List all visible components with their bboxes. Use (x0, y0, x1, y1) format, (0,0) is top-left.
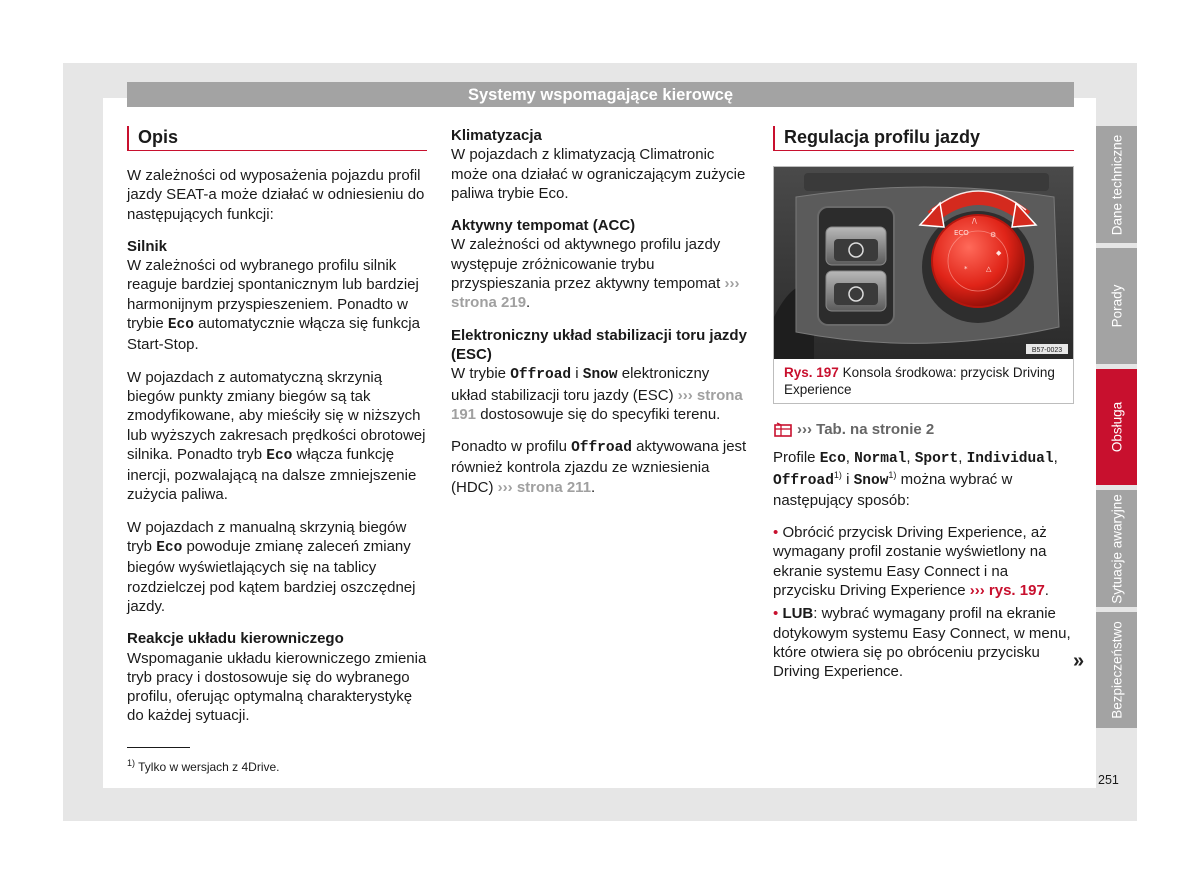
profiles-paragraph: Profile Eco, Normal, Sport, Individual, Offroad$^{1)}$ i Snow$^{1)}$ można wybrać w następujący sposób: (773, 449, 1058, 509)
figure-caption: Rys. 197 Konsola środkowa: przycisk Driving Experience (784, 365, 1055, 397)
climate-heading: Klimatyzacja (451, 127, 542, 144)
offroad-mode-label: Offroad (510, 367, 572, 384)
climate-paragraph: W pojazdach z klimatyzacją Climatronic może ona działać w ograniczającym zużycie paliwa trybie Eco. (451, 146, 746, 202)
acc-paragraph: W zależności od aktywnego profilu jazdy występuje zróżnicowanie trybu przyspieszania przez aktywny tempomat ››› strona 219. (451, 236, 740, 312)
column-3 (773, 126, 1074, 695)
intro-paragraph: W zależności od wyposażenia pojazdu profil jazdy SEAT-a może działać w odniesieniu do następujących funkcji: (127, 167, 425, 223)
snow-mode-label: Snow (582, 367, 618, 384)
bullet-or: • LUB: wybrać wymagany profil na ekranie dotykowym systemu Easy Connect, w menu, które otwiera się po obróceniu przycisku Driving Experience. (773, 605, 1071, 681)
column-2 (451, 126, 749, 510)
offroad-mode-label: Offroad (571, 440, 632, 457)
esc-page-link[interactable]: ››› strona 191 (451, 386, 743, 423)
svg-text:*: * (964, 265, 968, 273)
acc-heading: Aktywny tempomat (ACC) (451, 217, 636, 235)
figure-code: B57-0023 (1031, 347, 1063, 354)
svg-text:◆: ◆ (996, 249, 1002, 257)
svg-text:△: △ (986, 265, 992, 273)
engine-paragraph-1: W zależności od wybranego profilu silnik reaguje bardziej spontanicznym lub bardziej harmonijnym przyspieszeniem. Ponadto w trybie Eco automatycznie włącza się funkcja Start-Stop. (127, 257, 420, 354)
eco-mode-label: Eco (167, 317, 194, 334)
console-illustration (774, 167, 1073, 359)
section-title-profile: Regulacja profilu jazdy (773, 126, 1074, 150)
steering-paragraph: Wspomaganie układu kierowniczego zmienia tryb pracy i dostosowuje się do wybranego profilu, oferując optymalną charakterystykę do każdej sytuacji. (127, 649, 427, 725)
footnote-separator (127, 747, 190, 748)
side-tab-obsluga[interactable]: Obsługa (1096, 369, 1137, 485)
column-1 (127, 126, 427, 739)
table-reference[interactable]: ››› Tab. na stronie 2 (773, 420, 1074, 439)
section-title-opis: Opis (127, 126, 427, 150)
side-tab-bezpieczenstwo[interactable]: Bezpieczeństwo (1096, 612, 1137, 728)
esc-heading: Elektroniczny układ stabilizacji toru jazdy (ESC) (451, 326, 747, 363)
figure-197 (773, 166, 1074, 404)
footnote: $^{1)}$ Tylko w wersjach z 4Drive. (127, 758, 280, 774)
eco-mode-label: Eco (156, 540, 183, 557)
svg-text:⚙: ⚙ (990, 231, 997, 239)
acc-page-link[interactable]: ››› strona 219 (451, 275, 740, 312)
continue-marker: » (1073, 650, 1085, 672)
hdc-page-link[interactable]: ››› strona 211 (497, 478, 592, 496)
side-tab-porady[interactable]: Porady (1096, 248, 1137, 364)
bullet-rotate: • Obrócić przycisk Driving Experience, aż wymagany profil zostanie wyświetlony na ekranie systemu Easy Connect i na przycisku Driving Experience ››› rys. 197. (773, 524, 1049, 600)
svg-text:/\: /\ (972, 217, 977, 225)
page-number: 251 (1098, 773, 1119, 787)
eco-mode-label: Eco (266, 447, 293, 464)
hdc-paragraph: Ponadto w profilu Offroad aktywowana jest również kontrola zjazdu ze wzniesienia (HDC) ››› strona 211. (451, 438, 747, 496)
engine-heading: Silnik (127, 237, 168, 255)
steering-heading: Reakcje układu kierowniczego (127, 630, 344, 648)
esc-paragraph: W trybie Offroad i Snow elektroniczny układ stabilizacji toru jazdy (ESC) ››› strona 191 dostosowuje się do specyfiki terenu. (451, 365, 743, 423)
side-tab-dane-techniczne[interactable]: Dane techniczne (1096, 126, 1137, 243)
svg-text:ECO: ECO (954, 229, 969, 237)
side-tab-sytuacje-awaryjne[interactable]: Sytuacje awaryjne (1096, 490, 1137, 607)
page-header: Systemy wspomagające kierowcę (127, 82, 1074, 107)
driving-experience-knob (932, 215, 1024, 307)
engine-paragraph-2: W pojazdach z automatyczną skrzynią biegów punkty zmiany biegów są tak zmodyfikowane, aby mieściły się w niższych lub wyższych zakresach prędkości obrotowej silnika. Ponadto tryb Eco włącza funkcję inercji, pozwalającą na dalsze zmniejszenie zużycia paliwa. (127, 368, 426, 504)
figure-197-link[interactable]: ››› rys. 197 (969, 582, 1045, 600)
engine-paragraph-3: W pojazdach z manualną skrzynią biegów tryb Eco powoduje zmianę zaleceń zmiany biegów wyświetlających się na tablicy rozdzielczej pod kątem bardziej oszczędnej jazdy. (127, 518, 416, 615)
table-reference-icon (773, 422, 793, 438)
